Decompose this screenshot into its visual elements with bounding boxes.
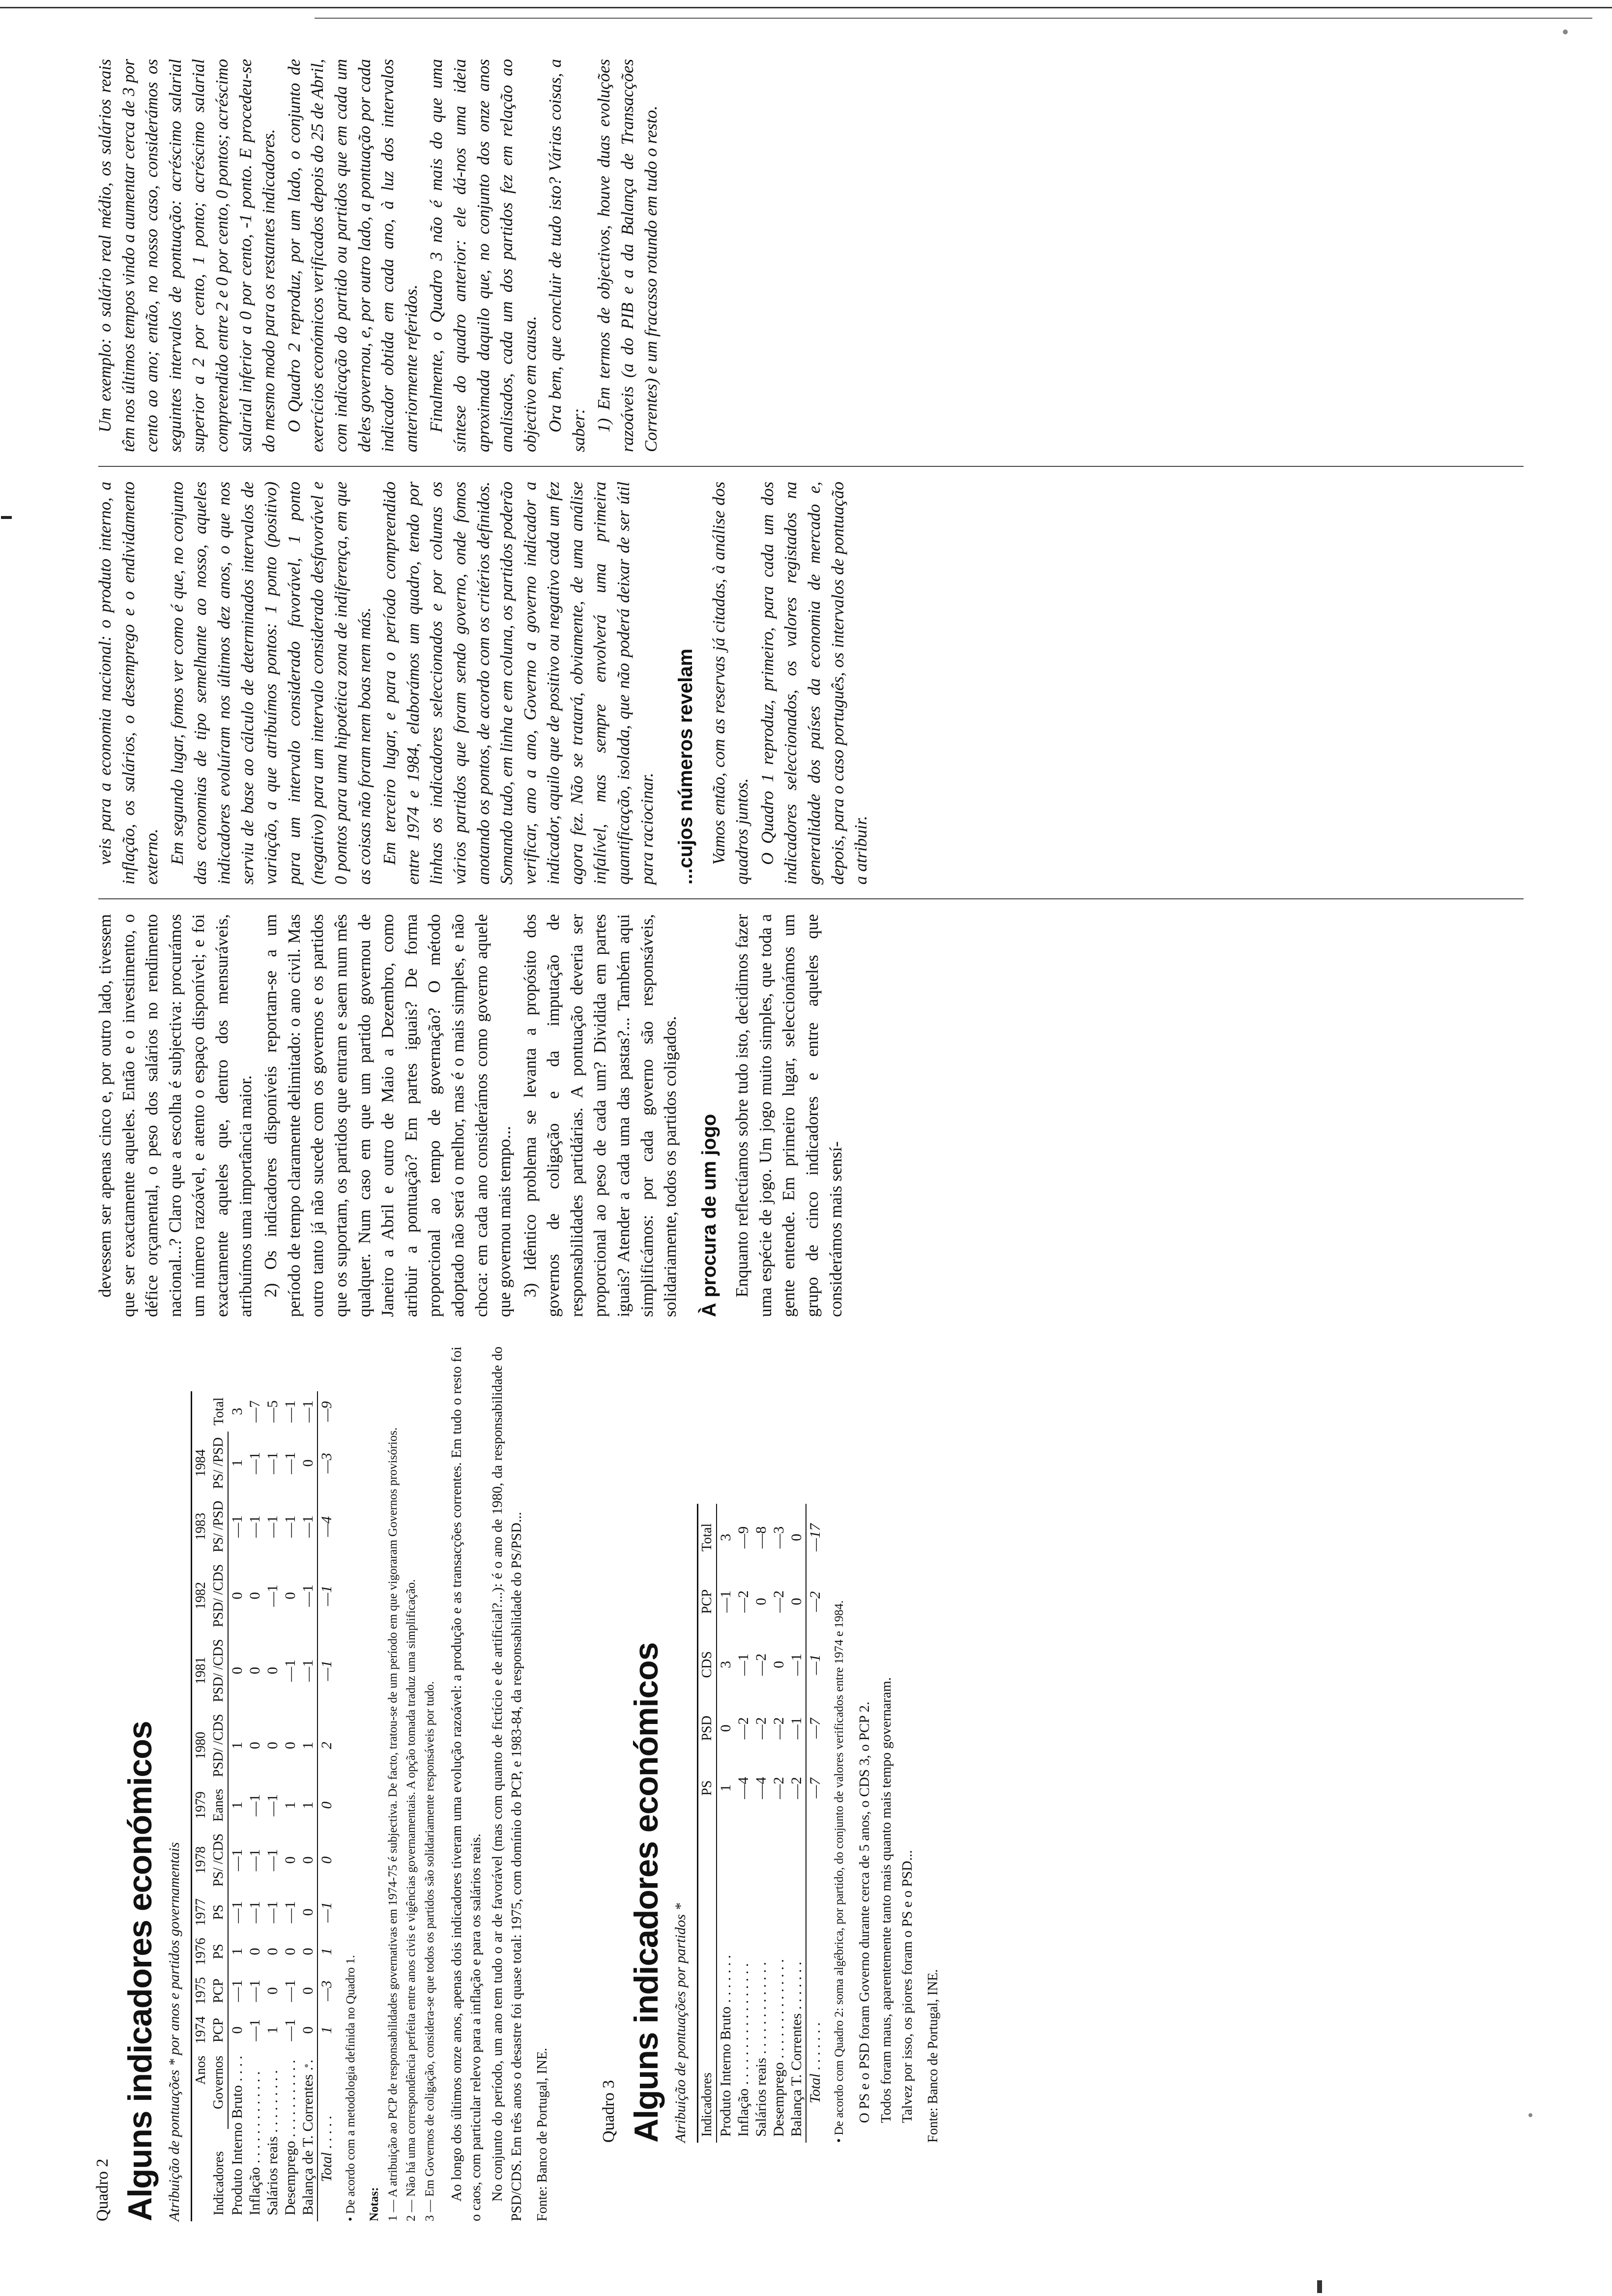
total-cell: 1 xyxy=(317,1932,336,1971)
table-cell: —1 xyxy=(247,1901,263,1923)
table-row xyxy=(770,1504,788,2143)
row-label: Produto Interno Bruto . . . . . . . xyxy=(717,1955,734,2137)
table-cell: —1 xyxy=(717,1590,734,1613)
table-cell: —7 xyxy=(247,1400,263,1423)
table-cell: —1 xyxy=(282,2019,298,2041)
q3-header: PS xyxy=(697,1759,717,1816)
table-cell: —1 xyxy=(247,1794,263,1816)
table-cell: —1 xyxy=(247,1515,263,1538)
table-cell: 1 xyxy=(282,1801,298,1809)
q2-year: 1981 xyxy=(192,1633,210,1708)
article-paragraph: veis para a economia nacional: o produto interno, a inflação, os salários, o desemprego e o endividamento externo. xyxy=(95,482,162,885)
table-cell: 1 xyxy=(300,1742,316,1750)
q2-year: 1975 xyxy=(192,1971,210,2010)
table-cell: 0 xyxy=(264,1742,281,1750)
table-cell: 1 xyxy=(300,1801,316,1809)
table-cell: —1 xyxy=(282,1901,298,1923)
table-cell: —1 xyxy=(282,1515,298,1538)
article-column-3 xyxy=(93,59,664,452)
table-cell: —1 xyxy=(247,1980,263,2002)
article-paragraph: Enquanto reflectíamos sobre tudo isto, decidimos fazer uma espécie de jogo. Um jogo muito simples, que toda a gente entende. Em primeiro lugar, seleccionámos um grupo de cinco indicadores e entre aqueles que considerámos mais sensí- xyxy=(732,914,845,1317)
table-cell: —2 xyxy=(752,1717,769,1740)
q2-total-header: Total xyxy=(192,1391,229,1431)
total-cell: —7 xyxy=(806,1759,824,1816)
table-cell: 0 xyxy=(282,1592,298,1600)
row-label: Inflação . . . . . . . . . . . . . xyxy=(247,2071,263,2215)
q2-governo: PSD/ /CDS xyxy=(210,1633,228,1708)
total-cell: —3 xyxy=(317,1971,336,2010)
table-cell: —3 xyxy=(770,1526,787,1549)
table-cell: —1 xyxy=(264,1584,281,1607)
q2-governo: Eanes xyxy=(210,1783,228,1828)
table-cell: 0 xyxy=(300,2026,316,2034)
table-row xyxy=(752,1504,770,2143)
total-cell: 1 xyxy=(317,2010,336,2050)
table-row xyxy=(717,1504,735,2143)
column-rule xyxy=(98,898,1524,899)
table-cell: —1 xyxy=(788,1653,805,1676)
row-label: Inflação . . . . . . . . . . . . . . . . . xyxy=(735,1963,751,2137)
commentary-paragraph: Ao longo dos últimos onze anos, apenas dois indicadores tiveram uma evolução razoável: a produção e as transacções correntes. Em tudo o resto foi o caos, com particular relevo para a inflação e para os salários reais. xyxy=(448,1347,484,2221)
table-row xyxy=(246,1391,264,2221)
table-cell: 0 xyxy=(717,1724,734,1732)
commentary-paragraph: No conjunto do período, um ano tem tudo o ar de favorável (mas com quanto de fictício e de artificial?...): é o ano de 1980, da responsabilidade do PSD/CDS. Em três anos o desastre foi quase total: 1975, com domínio do PCP, e 1983-84, da responsabilidade do PS/PSD... xyxy=(489,1347,525,2221)
quadro2-commentary xyxy=(447,1347,527,2221)
table-cell: 0 xyxy=(282,1742,298,1750)
table-cell: —2 xyxy=(770,1717,787,1740)
table-cell: 0 xyxy=(229,1666,245,1674)
q2-governo: PSD/ /CDS xyxy=(210,1708,228,1783)
note-item: 2 — Não há uma correspondência perfeita entre anos civis e vigências governamentais. A opção tomada traduz uma simplificação. xyxy=(404,1579,418,2221)
table-cell: —1 xyxy=(264,1452,281,1474)
table-cell: 0 xyxy=(300,1987,316,1995)
q2-year: 1984 xyxy=(192,1432,210,1495)
quadro2-footnote: • De acordo com a metodologia definida no Quadro 1. xyxy=(344,1955,357,2221)
table-cell: 0 xyxy=(300,1948,316,1955)
newspaper-page xyxy=(79,49,1553,2241)
article-paragraph: Ora bem, que concluir de tudo isto? Várias coisas, a saber: xyxy=(546,59,588,452)
table-cell: —1 xyxy=(282,1659,298,1682)
q2-governo: PCP xyxy=(210,1971,228,2010)
q2-year: 1976 xyxy=(192,1932,210,1971)
article-paragraph: 3) Idêntico problema se levanta a propósito dos governos de coligação e da imputação de responsabilidades partidárias. A pontuação deveria ser proporcional ao peso de cada um? Dividida em partes iguais? Atender a cada uma das pastas?... Também aqui simplificámos: por cada governo são responsáveis, solidariamente, todos os partidos coligados. xyxy=(520,914,680,1317)
table-cell: —9 xyxy=(735,1526,751,1549)
notes-title: Notas: xyxy=(367,2187,381,2221)
q3-header: PSD xyxy=(697,1697,717,1759)
article-paragraph: devessem ser apenas cinco e, por outro lado, tivessem que ser exactamente aqueles. Então e o investimento, o défice orçamental, o peso dos salários no rendimento nacional...? Claro que a escolha é subjectiva: procurámos um número razoável, e atento o espaço disponível; e foi exactamente aqueles que, dentro dos mensuráveis, atribuímos uma importância maior. xyxy=(95,914,255,1317)
table-cell: 1 xyxy=(229,1801,245,1809)
q2-governo: PS xyxy=(210,1932,228,1971)
table-row xyxy=(735,1504,752,2143)
table-row xyxy=(282,1391,299,2221)
quadro2-block xyxy=(93,1347,941,2221)
table-cell: 0 xyxy=(264,1987,281,1995)
table-cell: —1 xyxy=(247,1849,263,1871)
table-cell: —1 xyxy=(264,1849,281,1871)
table-cell: —1 xyxy=(300,1584,316,1607)
table-cell: —1 xyxy=(229,1901,245,1923)
table-cell: 0 xyxy=(770,1661,787,1668)
article-paragraph: 2) Os indicadores disponíveis reportam-se a um período de tempo claramente delimitado: o ano civil. Mas outro tanto já não sucede com os governos e os partidos que os suportam, os partidos que entram e saem num mês qualquer. Num caso em que um partido governou de Janeiro a Abril e outro de Maio a Dezembro, como atribuir a pontuação? Em partes iguais? De forma proporcional ao tempo de governação? O método adoptado não será o melhor, mas é o mais simples, e não choca: em cada ano considerámos como governo aquele que governou mais tempo... xyxy=(261,914,515,1317)
total-row xyxy=(806,1504,824,2143)
column-rule xyxy=(98,466,1524,467)
total-cell: —1 xyxy=(806,1632,824,1697)
q3-header: PCP xyxy=(697,1571,717,1632)
table-cell: 0 xyxy=(264,1948,281,1955)
article-column-2 xyxy=(93,482,875,885)
table-cell: —4 xyxy=(735,1777,751,1799)
row-label: Desemprego . . . . . . . . . . . xyxy=(282,2060,298,2215)
q2-corner-anos: Anos xyxy=(192,2050,210,2129)
total-cell: —2 xyxy=(806,1571,824,1632)
total-cell: —1 xyxy=(317,1893,336,1932)
table-cell: —4 xyxy=(752,1777,769,1799)
quadro3-footnote: • De acordo com Quadro 2: soma algébrica, por partido, do conjunto de valores verificados entre 1974 e 1984. xyxy=(832,1600,846,2143)
table-cell: —1 xyxy=(300,1400,316,1423)
q2-year: 1974 xyxy=(192,2010,210,2050)
scan-edge-line xyxy=(315,18,1592,19)
table-cell: 0 xyxy=(788,1533,805,1541)
total-cell: —1 xyxy=(317,1558,336,1633)
article-paragraph: O Quadro 1 reproduz, primeiro, para cada um dos indicadores seleccionados, os valores registados na generalidade dos países da economia de mercado e, depois, para o caso português, os intervalos de pontuação a atribuir. xyxy=(757,482,871,885)
table-cell: —1 xyxy=(247,1452,263,1474)
article-paragraph: Finalmente, o Quadro 3 não é mais do que uma síntese do quadro anterior: ele dá-nos uma ideia aproximada daquilo que, no conjunto dos onze anos analisados, cada um dos partidos fez em relação ao objectivo em causa. xyxy=(427,59,540,452)
total-cell: —17 xyxy=(806,1504,824,1571)
quadro2-notes xyxy=(366,1347,438,2221)
row-label: Balança de T. Correntes . . xyxy=(300,2059,316,2215)
article-paragraph: Um exemplo: o salário real médio, os salários reais têm nos últimos tempos vindo a aumentar cerca de 3 por cento ao ano; então, no nosso caso, considerámos os seguintes intervalos de pontuação: acréscimo salarial superior a 2 por cento, 1 ponto; acréscimo salarial compreendido entre 2 e 0 por cento, 0 pontos; acréscimo salarial inferior a 0 por cento, -1 ponto. E procedeu-se do mesmo modo para os restantes indicadores. xyxy=(95,59,279,452)
table-row xyxy=(264,1391,282,2221)
table-cell: —1 xyxy=(282,1400,298,1423)
total-cell: 2 xyxy=(317,1708,336,1783)
note-item: 3 — Em Governos de coligação, considera-se que todos os partidos são solidariamente responsáveis por tudo. xyxy=(423,1681,436,2221)
quadro3-subtitle: Atribuição de pontuações por partidos * xyxy=(672,1903,689,2143)
table-cell: —1 xyxy=(247,2019,263,2041)
q2-corner-governos: Governos xyxy=(210,2050,228,2129)
table-cell: —1 xyxy=(264,1794,281,1816)
quadro2-table xyxy=(191,1391,336,2221)
total-label: Total . . . . . . . xyxy=(806,1816,824,2143)
row-label: Balança T. Correntes . . . . . . . xyxy=(788,1961,805,2137)
table-row xyxy=(788,1504,806,2143)
table-cell: 0 xyxy=(300,1856,316,1864)
scan-edge-top xyxy=(0,7,1612,8)
table-cell: 1 xyxy=(717,1784,734,1792)
quadro2-title: Alguns indicadores económicos xyxy=(121,1721,159,2221)
scan-mark-left xyxy=(1,516,12,519)
row-label: Produto Interno Bruto . . . . xyxy=(229,2056,245,2215)
quadro3-rows xyxy=(717,1504,824,2143)
table-cell: —2 xyxy=(735,1717,751,1740)
table-cell: 0 xyxy=(300,1459,316,1467)
table-cell: —1 xyxy=(282,1980,298,2002)
table-cell: —1 xyxy=(229,1980,245,2002)
scan-speck xyxy=(1563,29,1568,34)
q2-governo: PS/ /PSD xyxy=(210,1432,228,1495)
q3-header: Indicadores xyxy=(697,1816,717,2143)
total-cell: —7 xyxy=(806,1697,824,1759)
table-cell: —1 xyxy=(788,1717,805,1740)
q2-year: 1982 xyxy=(192,1558,210,1633)
total-cell: 0 xyxy=(317,1828,336,1893)
table-cell: —2 xyxy=(770,1590,787,1613)
total-cell: —9 xyxy=(317,1391,336,1431)
q2-governo: PCP xyxy=(210,2010,228,2050)
table-cell: —8 xyxy=(752,1526,769,1549)
total-cell: —1 xyxy=(317,1633,336,1708)
row-label: Desemprego . . . . . . . . . . . . . . xyxy=(770,1959,787,2137)
table-cell: —1 xyxy=(735,1653,751,1676)
quadro3-table xyxy=(697,1504,824,2143)
note-item: 1 — A atribuição ao PCP de responsabilidades governativas em 1974-75 é subjectiva. De facto, tratou-se de um período em que vigoraram Governos provisórios. xyxy=(386,1427,400,2221)
quadro3-label: Quadro 3 xyxy=(599,2080,618,2143)
q2-corner-indicadores: Indicadores xyxy=(192,2129,229,2221)
q2-governo: PSD/ /CDS xyxy=(210,1558,228,1633)
quadro3-commentary xyxy=(855,1494,917,2143)
table-cell: —2 xyxy=(752,1653,769,1676)
quadro2-subtitle: Atribuição de pontuações * por anos e partidos governamentais xyxy=(166,1842,182,2221)
table-cell: 0 xyxy=(247,1666,263,1674)
q2-governo: PS/ /CDS xyxy=(210,1828,228,1893)
table-cell: 0 xyxy=(229,1592,245,1600)
quadro3-source: Fonte: Banco de Portugal, INE. xyxy=(925,1969,941,2143)
table-cell: 0 xyxy=(247,1592,263,1600)
article-paragraph: 1) Em termos de objectivos, houve duas evoluções razoáveis (a do PIB e a da Balança de Transacções Correntes) e um fracasso rotundo em tudo o resto. xyxy=(594,59,661,452)
table-cell: —1 xyxy=(282,1452,298,1474)
table-cell: —1 xyxy=(264,1901,281,1923)
table-cell: —2 xyxy=(735,1590,751,1613)
heading-procura: À procura de um jogo xyxy=(698,1114,720,1317)
table-cell: 0 xyxy=(282,1948,298,1955)
q2-year: 1983 xyxy=(192,1495,210,1558)
row-label: Salários reais . . . . . . . . . . . . . xyxy=(752,1962,769,2137)
table-row xyxy=(228,1391,246,2221)
table-cell: 0 xyxy=(752,1598,769,1606)
table-cell: 0 xyxy=(300,1908,316,1916)
q2-year: 1977 xyxy=(192,1893,210,1932)
q2-governo: PS xyxy=(210,1893,228,1932)
quadro3-title: Alguns indicadores económicos xyxy=(627,1642,665,2143)
heading-numeros: ...cujos números revelam xyxy=(675,648,697,885)
table-cell: 3 xyxy=(717,1661,734,1668)
table-cell: 1 xyxy=(229,1742,245,1750)
table-cell: 3 xyxy=(717,1533,734,1541)
total-cell: —3 xyxy=(317,1432,336,1495)
table-cell: —2 xyxy=(770,1777,787,1799)
table-cell: 0 xyxy=(788,1598,805,1606)
quadro3-block xyxy=(600,1494,941,2143)
q2-year: 1980 xyxy=(192,1708,210,1783)
table-cell: —1 xyxy=(229,1849,245,1871)
quadro2-source: Fonte: Banco de Portugal, INE. xyxy=(534,2047,550,2221)
table-cell: —2 xyxy=(788,1777,805,1799)
commentary-paragraph: Todos foram maus, aparentemente tanto mais quanto mais tempo governaram. xyxy=(878,1677,894,2123)
total-label: Total . . . . . xyxy=(317,2050,336,2221)
table-cell: —1 xyxy=(264,1515,281,1538)
q2-year: 1979 xyxy=(192,1783,210,1828)
table-cell: 3 xyxy=(229,1407,245,1415)
q2-year: 1978 xyxy=(192,1828,210,1893)
total-cell: —4 xyxy=(317,1495,336,1558)
table-cell: 1 xyxy=(264,2026,281,2034)
table-cell: 0 xyxy=(247,1742,263,1750)
total-cell: 0 xyxy=(317,1783,336,1828)
table-cell: 1 xyxy=(229,1459,245,1467)
table-cell: —5 xyxy=(264,1400,281,1423)
quadro2-label: Quadro 2 xyxy=(93,2158,112,2221)
q3-header: CDS xyxy=(697,1632,717,1697)
total-row xyxy=(317,1391,336,2221)
commentary-paragraph: O PS e o PSD foram Governo durante cerca de 5 anos, o CDS 3, o PCP 2. xyxy=(857,1701,873,2123)
table-cell: 1 xyxy=(229,1948,245,1955)
article-paragraph: Em segundo lugar, fomos ver como é que, no conjunto das economias de tipo semelhante ao nosso, aqueles indicadores evoluíram nos últimos dez anos, o que nos serviu de base ao cálculo de determinados intervalos de variação, a que atribuímos pontos: 1 ponto (positivo) para um intervalo considerado favorável, 1 ponto (negativo) para um intervalo considerado desfavorável e 0 pontos para uma hipotética zona de indiferença, em que as coisas não foram nem boas nem más. xyxy=(167,482,374,885)
q3-header: Total xyxy=(697,1504,717,1571)
article-column-1 xyxy=(93,914,849,1317)
table-cell: —1 xyxy=(300,1515,316,1538)
table-row xyxy=(299,1391,317,2221)
quadro2-rows xyxy=(228,1391,336,2221)
table-cell: 0 xyxy=(282,1856,298,1864)
article-paragraph: O Quadro 2 reproduz, por um lado, o conjunto de exercícios económicos verificados depois do 25 de Abril, com indicação do partido ou partidos que em cada um deles governou, e, por outro lado, a pontuação por cada indicador obtida em cada ano, à luz dos intervalos anteriormente referidos. xyxy=(284,59,421,452)
table-cell: 0 xyxy=(264,1666,281,1674)
table-cell: 0 xyxy=(247,1948,263,1955)
table-cell: —1 xyxy=(300,1659,316,1682)
commentary-paragraph: Talvez por isso, os piores foram o PS e o PSD... xyxy=(899,1850,916,2123)
table-cell: —1 xyxy=(229,1515,245,1538)
article-paragraph: Vamos então, com as reservas já citadas, à análise dos quadros juntos. xyxy=(709,482,752,885)
article-paragraph: Em terceiro lugar, e para o período compreendido entre 1974 e 1984, elaborámos um quadro, tendo por linhas os indicadores seleccionados e por colunas os vários partidos que foram sendo governo, onde fomos anotando os pontos, de acordo com os critérios definidos. Somando tudo, em linha e em coluna, os partidos poderão verificar, ano a ano, Governo a governo indicador a indicador, aquilo que de positivo ou negativo cada um fez agora fez. Não se tratará, obviamente, de uma análise infalível, mas sempre envolverá uma primeira quantificação, isolada, que não poderá deixar de ser útil para raciocinar. xyxy=(380,482,657,885)
scan-mark-bottom xyxy=(1317,2280,1322,2293)
row-label: Salários reais . . . . . . . . . xyxy=(264,2070,281,2215)
table-cell: 0 xyxy=(229,2026,245,2034)
q2-governo: PS/ /PSD xyxy=(210,1495,228,1558)
